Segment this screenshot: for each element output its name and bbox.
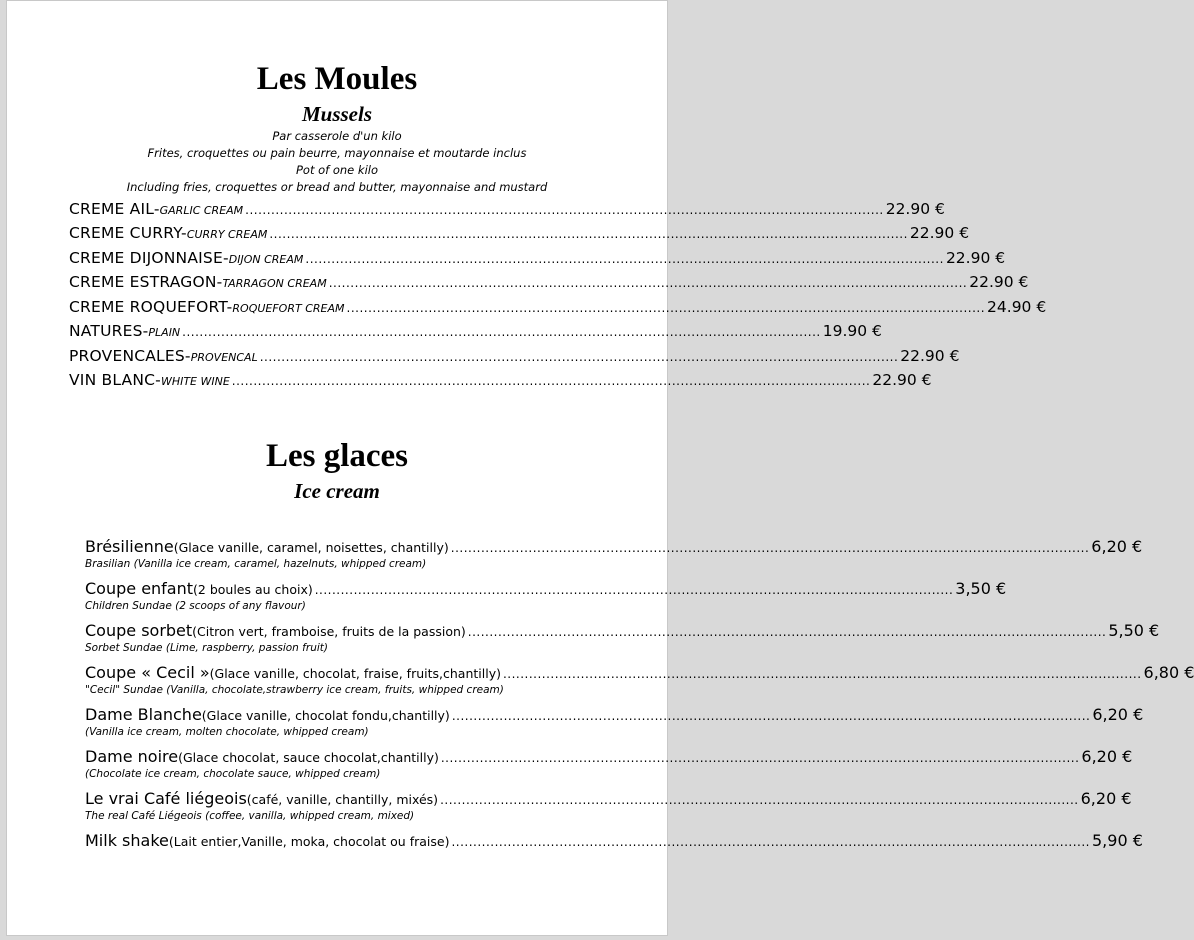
dot-leader: ....................................................................................................................................................: [245, 203, 884, 217]
glaces-item: [85, 705, 1144, 724]
moules-item: [69, 249, 1006, 273]
item-english: The real Café Liégeois (coffee, vanilla, whipped cream, mixed): [85, 810, 415, 822]
glaces-title: Les glaces: [265, 438, 409, 474]
dot-leader: ....................................................................................................................................................: [450, 541, 1090, 555]
item-translation: ROQUEFORT CREAM: [232, 302, 345, 315]
item-english: Sorbet Sundae (Lime, raspberry, passion fruit): [85, 642, 328, 654]
item-price: 3,50 €: [955, 579, 1007, 598]
item-translation: TARRAGON CREAM: [222, 277, 327, 290]
dot-leader: ....................................................................................................................................................: [305, 252, 944, 266]
moules-subtitle: Mussels: [301, 102, 373, 126]
item-english: "Cecil" Sundae (Vanilla, chocolate,strawberry ice cream, fruits, whipped cream): [85, 684, 504, 696]
item-price: 22.90 €: [969, 273, 1029, 291]
item-name: CREME AIL-: [69, 200, 160, 218]
item-translation: WHITE WINE: [160, 375, 230, 388]
moules-item: [69, 200, 945, 224]
moules-item: [69, 224, 970, 248]
item-english: Brasilian (Vanilla ice cream, caramel, hazelnuts, whipped cream): [85, 558, 427, 570]
glaces-item: [85, 579, 1007, 598]
item-translation: DIJON CREAM: [228, 253, 304, 266]
item-translation: GARLIC CREAM: [159, 204, 244, 217]
dot-leader: ....................................................................................................................................................: [467, 625, 1107, 639]
item-name: Milk shake: [85, 831, 169, 850]
item-english: Children Sundae (2 scoops of any flavour): [85, 600, 306, 612]
dot-leader: ....................................................................................................................................................: [346, 301, 986, 315]
dot-leader: ....................................................................................................................................................: [259, 350, 899, 364]
item-english: (Chocolate ice cream, chocolate sauce, whipped cream): [85, 768, 381, 780]
intro-line-1: Par casserole d'un kilo: [272, 129, 402, 143]
item-name: Coupe « Cecil »: [85, 663, 210, 682]
item-price: 24.90 €: [987, 298, 1047, 316]
item-price: 22.90 €: [909, 224, 970, 242]
item-price: 22.90 €: [900, 347, 960, 365]
item-price: 6,80 €: [1143, 663, 1194, 682]
item-name: CREME ROQUEFORT-: [69, 298, 233, 316]
item-name: CREME ESTRAGON-: [69, 273, 223, 291]
moules-title: Les Moules: [256, 61, 418, 97]
dot-leader: ....................................................................................................................................................: [451, 835, 1090, 849]
item-price: 22.90 €: [885, 200, 945, 218]
intro-line-2: Frites, croquettes ou pain beurre, mayonnaise et moutarde inclus: [147, 146, 527, 160]
item-name: Dame Blanche: [85, 705, 202, 724]
item-description: (café, vanille, chantilly, mixés): [246, 792, 439, 807]
item-description: (2 boules au choix): [193, 582, 313, 597]
moules-item: [69, 347, 960, 371]
menu-page: [6, 0, 1194, 936]
item-price: 22.90 €: [872, 371, 932, 389]
item-price: 6,20 €: [1091, 537, 1143, 556]
dot-leader: ....................................................................................................................................................: [451, 709, 1091, 723]
glaces-subtitle: Ice cream: [294, 479, 380, 503]
intro-line-3: Pot of one kilo: [295, 163, 379, 177]
item-description: (Glace vanille, caramel, noisettes, chantilly): [173, 540, 449, 555]
item-translation: CURRY CREAM: [186, 228, 268, 241]
glaces-item: [85, 831, 1143, 850]
glaces-item: [85, 537, 1143, 556]
item-price: 5,50 €: [1108, 621, 1160, 640]
item-name: Coupe sorbet: [85, 621, 193, 640]
dot-leader: ....................................................................................................................................................: [440, 793, 1079, 807]
moules-item: [69, 273, 1029, 297]
item-name: Coupe enfant: [85, 579, 194, 598]
item-translation: PROVENCAL: [190, 351, 258, 364]
dot-leader: ....................................................................................................................................................: [182, 325, 821, 339]
dot-leader: ....................................................................................................................................................: [231, 374, 871, 388]
item-price: 6,20 €: [1081, 747, 1133, 766]
moules-item: [69, 322, 882, 346]
item-description: (Lait entier,Vanille, moka, chocolat ou fraise): [168, 834, 450, 849]
item-name: Brésilienne: [85, 537, 174, 556]
dot-leader: ....................................................................................................................................................: [314, 583, 954, 597]
glaces-item: [85, 621, 1160, 640]
item-description: (Glace vanille, chocolat fondu,chantilly): [201, 708, 450, 723]
dot-leader: ....................................................................................................................................................: [269, 227, 908, 241]
moules-intro: [7, 128, 667, 196]
item-name: CREME CURRY-: [69, 224, 187, 242]
item-price: 5,90 €: [1092, 831, 1143, 850]
item-name: NATURES-: [69, 322, 149, 340]
item-price: 22.90 €: [945, 249, 1006, 267]
item-price: 19.90 €: [822, 322, 882, 340]
dot-leader: ....................................................................................................................................................: [328, 276, 968, 290]
item-name: Le vrai Café liégeois: [85, 789, 247, 808]
moules-item: [69, 371, 932, 395]
dot-leader: ....................................................................................................................................................: [440, 751, 1080, 765]
item-description: (Glace chocolat, sauce chocolat,chantilly): [178, 750, 439, 765]
intro-line-4: Including fries, croquettes or bread and butter, mayonnaise and mustard: [126, 180, 548, 194]
glaces-item: [85, 789, 1132, 808]
item-description: (Citron vert, framboise, fruits de la passion): [192, 624, 466, 639]
glaces-item: [85, 663, 1194, 682]
item-price: 6,20 €: [1092, 705, 1144, 724]
moules-item: [69, 298, 1047, 322]
dot-leader: ....................................................................................................................................................: [502, 667, 1142, 681]
item-translation: PLAIN: [148, 326, 181, 339]
item-name: CREME DIJONNAISE-: [69, 249, 229, 267]
item-name: VIN BLANC-: [69, 371, 161, 389]
item-description: (Glace vanille, chocolat, fraise, fruits,chantilly): [209, 666, 501, 681]
item-name: PROVENCALES-: [69, 347, 191, 365]
item-price: 6,20 €: [1080, 789, 1132, 808]
item-name: Dame noire: [85, 747, 179, 766]
glaces-item: [85, 747, 1133, 766]
item-english: (Vanilla ice cream, molten chocolate, whipped cream): [85, 726, 369, 738]
